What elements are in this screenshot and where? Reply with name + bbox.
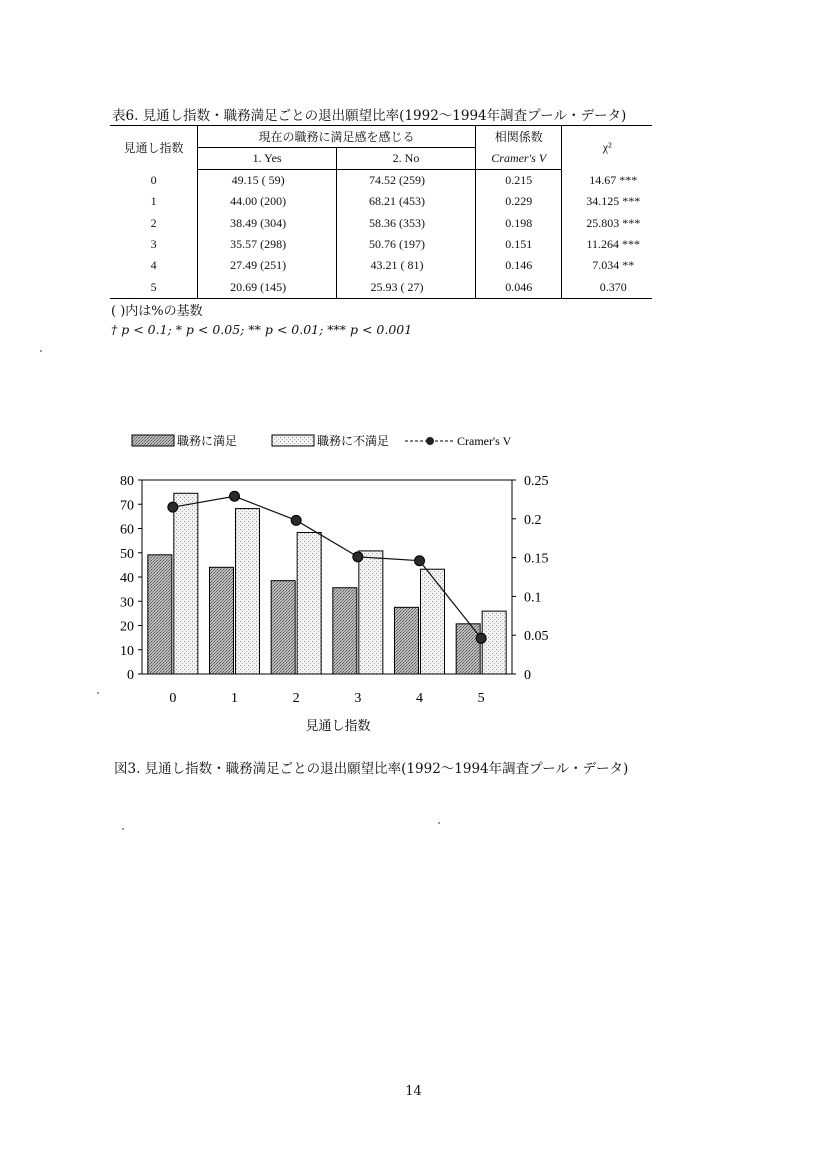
bar-satisfied (456, 624, 480, 674)
row-v: 0.146 (475, 255, 562, 276)
legend-swatch-satisfied (132, 435, 174, 446)
x-tick-label: 5 (477, 691, 485, 706)
table-row (110, 191, 652, 212)
row-chi: 7.034 ** (562, 255, 652, 276)
legend-marker-cramer (426, 437, 434, 445)
legend-label-satisfied: 職務に満足 (177, 434, 238, 448)
scan-speck (40, 350, 42, 352)
x-tick-label: 4 (416, 691, 423, 706)
table-note-base: ( )内は%の基数 (111, 304, 203, 319)
row-yes: 38.49 (304) (198, 213, 337, 234)
x-tick-label: 1 (231, 691, 238, 706)
bar-satisfied (271, 581, 295, 674)
row-chi: 0.370 (562, 276, 652, 298)
header-chi: χ² (562, 126, 652, 170)
row-v: 0.215 (475, 170, 562, 192)
row-no: 68.21 (453) (337, 191, 476, 212)
row-v: 0.198 (475, 213, 562, 234)
table-caption: 表6. 見通し指数・職務満足ごとの退出願望比率(1992〜1994年調査プール・データ) (112, 108, 627, 124)
cramer-point (353, 552, 363, 562)
row-yes: 20.69 (145) (198, 276, 337, 298)
legend-swatch-unsatisfied (272, 435, 314, 446)
y-right-tick-label: 0.15 (524, 551, 549, 567)
row-yes: 44.00 (200) (198, 191, 337, 212)
row-v: 0.151 (475, 234, 562, 255)
row-chi: 34.125 *** (562, 191, 652, 212)
row-no: 58.36 (353) (337, 213, 476, 234)
x-axis-title: 見通し指数 (305, 718, 371, 733)
x-tick-label: 2 (292, 691, 300, 706)
y-left-tick-label: 10 (120, 643, 134, 659)
row-index: 0 (150, 172, 157, 187)
row-index: 3 (150, 237, 157, 252)
results-table (110, 125, 652, 299)
bars (148, 493, 506, 674)
row-index: 4 (150, 258, 157, 273)
table-row (110, 276, 652, 298)
bar-unsatisfied (359, 551, 383, 674)
legend (132, 434, 512, 448)
row-index: 2 (150, 215, 157, 230)
row-chi: 11.264 *** (562, 234, 652, 255)
scan-speck (122, 828, 124, 830)
header-corr: 相関係数 (475, 126, 562, 148)
row-index: 5 (110, 276, 198, 298)
y-left-tick-label: 20 (120, 619, 134, 635)
header-index: 見通し指数 (110, 126, 198, 170)
y-right-tick-label: 0.1 (524, 590, 542, 606)
y-left-tick-label: 70 (120, 498, 134, 514)
y-left-tick-label: 80 (120, 474, 134, 489)
x-tick-label: 3 (354, 691, 362, 706)
table-row (110, 170, 652, 192)
header-no: 2. No (337, 148, 476, 170)
bar-satisfied (333, 588, 357, 674)
row-v: 0.046 (475, 276, 562, 298)
y-right-tick-label: 0.25 (524, 474, 549, 489)
y-right-tick-label: 0.05 (524, 629, 549, 645)
row-no: 43.21 ( 81) (337, 255, 476, 276)
x-tick-label: 0 (169, 691, 177, 706)
bar-satisfied (395, 607, 419, 674)
table-row (110, 213, 652, 234)
bar-unsatisfied (421, 569, 445, 674)
row-chi: 25.803 *** (562, 213, 652, 234)
row-v: 0.229 (475, 191, 562, 212)
page-number: 14 (405, 1084, 422, 1099)
y-left-tick-label: 30 (120, 595, 134, 611)
bar-unsatisfied (236, 509, 260, 674)
cramer-point (291, 515, 301, 525)
header-cramer: Cramer's V (475, 148, 562, 170)
legend-label-unsatisfied: 職務に不満足 (317, 434, 390, 448)
legend-label-cramer: Cramer's V (457, 434, 512, 448)
bar-line-chart (100, 425, 570, 745)
table-row (110, 234, 652, 255)
row-yes: 27.49 (251) (198, 255, 337, 276)
cramer-point (230, 491, 240, 501)
y-left-tick-label: 40 (120, 571, 134, 586)
header-yes: 1. Yes (198, 148, 337, 170)
row-no: 25.93 ( 27) (337, 276, 476, 298)
cramer-point (476, 633, 486, 643)
row-no: 74.52 (259) (337, 170, 476, 192)
y-axis-left (120, 474, 142, 683)
bar-satisfied (148, 555, 172, 674)
header-group: 現在の職務に満足感を感じる (198, 126, 476, 148)
scan-speck (97, 692, 99, 694)
scan-speck (438, 822, 440, 824)
figure-caption: 図3. 見通し指数・職務満足ごとの退出願望比率(1992〜1994年調査プール・データ) (114, 761, 629, 777)
y-axis-right (512, 474, 549, 683)
y-left-tick-label: 0 (127, 668, 134, 683)
y-right-tick-label: 0 (524, 668, 531, 683)
significance-note: † p < 0.1; * p < 0.05; ** p < 0.01; *** p < 0.001 (111, 322, 413, 337)
cramer-point (168, 502, 178, 512)
row-yes: 35.57 (298) (198, 234, 337, 255)
bar-satisfied (210, 567, 234, 674)
bar-unsatisfied (174, 493, 198, 674)
row-chi: 14.67 *** (562, 170, 652, 192)
y-right-tick-label: 0.2 (524, 512, 542, 528)
x-axis (169, 691, 484, 706)
row-no: 50.76 (197) (337, 234, 476, 255)
bar-unsatisfied (482, 611, 506, 674)
cramer-point (415, 556, 425, 566)
row-yes: 49.15 ( 59) (198, 170, 337, 192)
table-row (110, 255, 652, 276)
y-left-tick-label: 50 (120, 546, 134, 562)
bar-unsatisfied (297, 532, 321, 674)
row-index: 1 (150, 194, 157, 209)
y-left-tick-label: 60 (120, 522, 134, 538)
